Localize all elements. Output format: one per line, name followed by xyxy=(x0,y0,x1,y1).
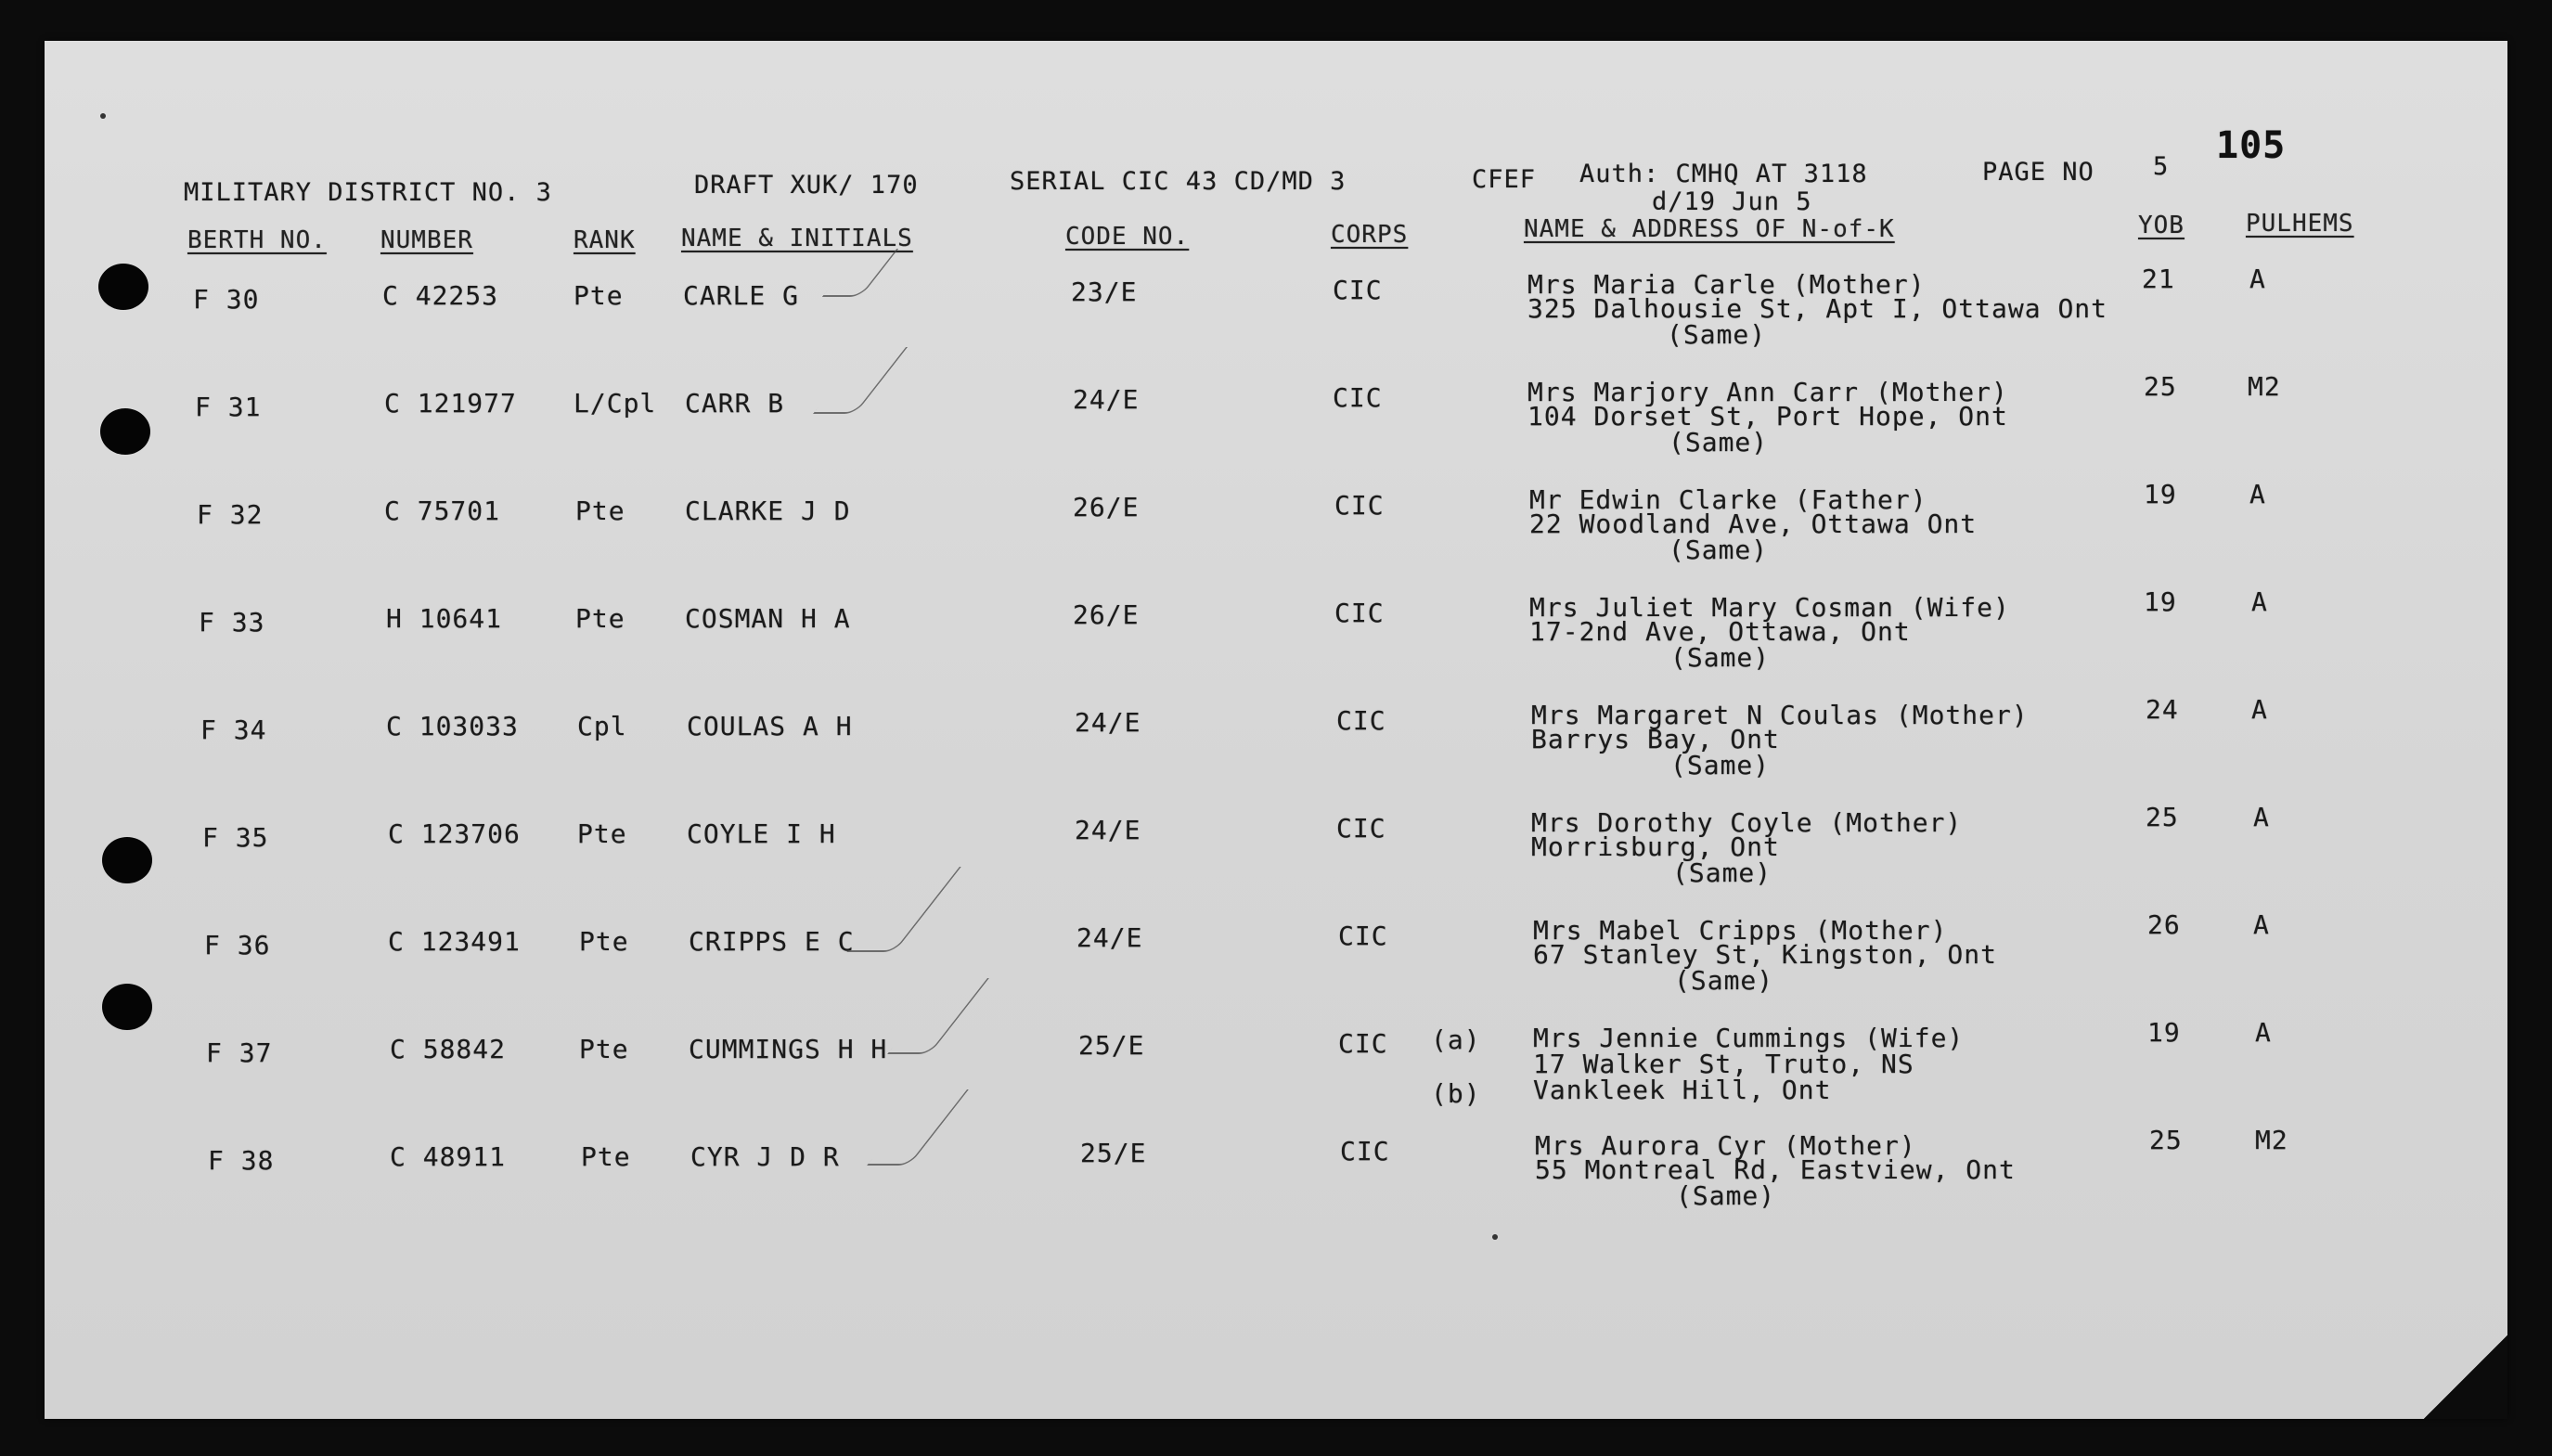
military-district: MILITARY DISTRICT NO. 3 xyxy=(184,178,552,207)
row-2-corps: CIC xyxy=(1334,490,1385,521)
row-1-code: 24/E xyxy=(1073,384,1140,415)
row-7-pulhems: A xyxy=(2255,1017,2272,1048)
draft-number: DRAFT XUK/ 170 xyxy=(694,171,919,200)
row-7-corps: CIC xyxy=(1338,1028,1388,1059)
row-3-corps: CIC xyxy=(1334,598,1385,628)
row-5-yob: 25 xyxy=(2146,802,2179,832)
row-3-rank: Pte xyxy=(575,603,625,634)
row-3-yob: 19 xyxy=(2144,586,2177,617)
row-2-name: CLARKE J D xyxy=(685,496,851,526)
row-7-nok-address: 17 Walker St, Truto, NS xyxy=(1533,1049,1914,1079)
row-0-nok-name: Mrs Maria Carle (Mother) xyxy=(1527,269,1926,300)
row-6-rank: Pte xyxy=(579,926,629,957)
row-2-number: C 75701 xyxy=(384,496,501,526)
row-1-yob: 25 xyxy=(2144,371,2177,402)
row-2-code: 26/E xyxy=(1073,492,1140,522)
row-2-rank: Pte xyxy=(575,496,625,526)
row-1-rank: L/Cpl xyxy=(574,388,657,419)
row-4-number: C 103033 xyxy=(386,711,519,741)
row-5-pulhems: A xyxy=(2253,802,2270,832)
row-0-name: CARLE G xyxy=(683,280,800,311)
col-number: NUMBER xyxy=(380,226,473,254)
row-7-number: C 58842 xyxy=(390,1034,507,1064)
col-rank: RANK xyxy=(574,226,636,254)
row-7-code: 25/E xyxy=(1078,1030,1145,1061)
corner-fold xyxy=(2424,1335,2507,1419)
row-5-code: 24/E xyxy=(1075,815,1141,845)
row-7-berth: F 37 xyxy=(206,1037,273,1068)
row-7-nok-alt-address: Vankleek Hill, Ont xyxy=(1533,1075,1832,1105)
row-8-code: 25/E xyxy=(1080,1138,1147,1168)
row-6-berth: F 36 xyxy=(204,930,271,960)
row-7-yob: 19 xyxy=(2147,1017,2181,1048)
row-0-nok-same: (Same) xyxy=(1667,319,1767,350)
row-3-pulhems: A xyxy=(2251,586,2268,617)
row-4-code: 24/E xyxy=(1075,707,1141,738)
row-3-nok-address: 17-2nd Ave, Ottawa, Ont xyxy=(1529,616,1911,647)
col-nok: NAME & ADDRESS OF N-of-K xyxy=(1524,215,1895,243)
row-5-nok-address: Morrisburg, Ont xyxy=(1531,831,1780,862)
punch-hole xyxy=(102,837,152,883)
col-name: NAME & INITIALS xyxy=(681,225,913,252)
row-0-pulhems: A xyxy=(2249,264,2266,294)
col-code: CODE NO. xyxy=(1065,223,1190,251)
row-5-number: C 123706 xyxy=(388,818,521,849)
row-0-number: C 42253 xyxy=(382,280,499,311)
row-8-nok-name: Mrs Aurora Cyr (Mother) xyxy=(1535,1130,1916,1161)
row-2-nok-name: Mr Edwin Clarke (Father) xyxy=(1529,484,1927,515)
authority-date: d/19 Jun 5 xyxy=(1652,187,1812,216)
punch-hole xyxy=(100,408,150,455)
row-0-rank: Pte xyxy=(574,280,624,311)
check-mark xyxy=(846,867,961,952)
row-5-berth: F 35 xyxy=(202,822,269,853)
row-4-yob: 24 xyxy=(2146,694,2179,725)
row-2-nok-address: 22 Woodland Ave, Ottawa Ont xyxy=(1529,509,1978,539)
row-3-berth: F 33 xyxy=(199,607,265,638)
row-4-pulhems: A xyxy=(2251,694,2268,725)
row-1-corps: CIC xyxy=(1333,382,1383,413)
row-8-yob: 25 xyxy=(2149,1125,2183,1155)
col-berth: BERTH NO. xyxy=(187,226,327,254)
row-8-corps: CIC xyxy=(1340,1136,1390,1166)
row-7-mark-b: (b) xyxy=(1431,1078,1481,1109)
row-0-nok-address: 325 Dalhousie St, Apt I, Ottawa Ont xyxy=(1527,293,2108,324)
row-4-nok-name: Mrs Margaret N Coulas (Mother) xyxy=(1531,700,2029,730)
row-2-nok-same: (Same) xyxy=(1669,535,1769,565)
row-6-number: C 123491 xyxy=(388,926,521,957)
check-mark xyxy=(887,978,989,1054)
col-corps: CORPS xyxy=(1331,221,1409,249)
page-number: 5 xyxy=(2153,152,2170,181)
cfef: CFEF xyxy=(1472,165,1537,194)
nominal-roll-sheet xyxy=(45,41,2507,1419)
row-3-nok-same: (Same) xyxy=(1670,642,1771,673)
row-6-yob: 26 xyxy=(2147,909,2181,940)
row-5-nok-name: Mrs Dorothy Coyle (Mother) xyxy=(1531,807,1963,838)
row-6-corps: CIC xyxy=(1338,921,1388,951)
row-5-nok-same: (Same) xyxy=(1672,857,1772,888)
row-1-pulhems: M2 xyxy=(2248,371,2281,402)
row-8-berth: F 38 xyxy=(208,1145,275,1176)
row-3-number: H 10641 xyxy=(386,603,503,634)
row-6-nok-address: 67 Stanley St, Kingston, Ont xyxy=(1533,939,1998,970)
row-7-mark-a: (a) xyxy=(1431,1024,1481,1055)
row-7-rank: Pte xyxy=(579,1034,629,1064)
row-3-name: COSMAN H A xyxy=(685,603,851,634)
row-7-name: CUMMINGS H H xyxy=(689,1034,888,1064)
row-6-pulhems: A xyxy=(2253,909,2270,940)
row-8-name: CYR J D R xyxy=(690,1141,840,1172)
row-7-nok-name: Mrs Jennie Cummings (Wife) xyxy=(1533,1023,1965,1053)
row-5-corps: CIC xyxy=(1336,813,1386,844)
row-1-nok-name: Mrs Marjory Ann Carr (Mother) xyxy=(1527,377,2008,407)
row-2-berth: F 32 xyxy=(197,499,264,530)
row-6-code: 24/E xyxy=(1076,922,1143,953)
row-0-yob: 21 xyxy=(2142,264,2175,294)
row-3-nok-name: Mrs Juliet Mary Cosman (Wife) xyxy=(1529,592,2010,623)
row-2-pulhems: A xyxy=(2249,479,2266,509)
row-8-rank: Pte xyxy=(581,1141,631,1172)
row-6-name: CRIPPS E C xyxy=(689,926,855,957)
check-mark xyxy=(867,1089,969,1166)
ink-speck xyxy=(100,113,106,119)
row-6-nok-same: (Same) xyxy=(1674,965,1774,996)
row-8-number: C 48911 xyxy=(390,1141,507,1172)
row-8-pulhems: M2 xyxy=(2255,1125,2288,1155)
col-yob: YOB xyxy=(2138,212,2185,239)
col-pulhems: PULHEMS xyxy=(2246,210,2354,238)
ink-speck xyxy=(1492,1234,1498,1240)
punch-hole xyxy=(102,984,152,1030)
row-8-nok-address: 55 Montreal Rd, Eastview, Ont xyxy=(1535,1154,2016,1185)
row-2-yob: 19 xyxy=(2144,479,2177,509)
row-6-nok-name: Mrs Mabel Cripps (Mother) xyxy=(1533,915,1948,946)
row-5-name: COYLE I H xyxy=(687,818,836,849)
row-0-corps: CIC xyxy=(1333,275,1383,305)
check-mark xyxy=(822,249,899,297)
row-1-number: C 121977 xyxy=(384,388,517,419)
row-1-nok-same: (Same) xyxy=(1669,427,1769,457)
row-0-berth: F 30 xyxy=(193,284,260,315)
check-mark xyxy=(813,347,908,414)
sheet-number: 105 xyxy=(2216,124,2287,167)
row-4-rank: Cpl xyxy=(577,711,627,741)
row-1-nok-address: 104 Dorset St, Port Hope, Ont xyxy=(1527,401,2008,432)
row-4-corps: CIC xyxy=(1336,705,1386,736)
row-4-name: COULAS A H xyxy=(687,711,853,741)
row-1-name: CARR B xyxy=(685,388,785,419)
row-3-code: 26/E xyxy=(1073,599,1140,630)
row-4-nok-same: (Same) xyxy=(1670,750,1771,780)
page-label: PAGE NO xyxy=(1982,158,2094,187)
row-8-nok-same: (Same) xyxy=(1676,1180,1776,1211)
row-0-code: 23/E xyxy=(1071,277,1138,307)
punch-hole xyxy=(98,264,148,310)
row-5-rank: Pte xyxy=(577,818,627,849)
authority: Auth: CMHQ AT 3118 xyxy=(1579,160,1868,188)
row-4-berth: F 34 xyxy=(200,715,267,745)
row-4-nok-address: Barrys Bay, Ont xyxy=(1531,724,1780,754)
row-1-berth: F 31 xyxy=(195,392,262,422)
serial: SERIAL CIC 43 CD/MD 3 xyxy=(1010,167,1347,196)
